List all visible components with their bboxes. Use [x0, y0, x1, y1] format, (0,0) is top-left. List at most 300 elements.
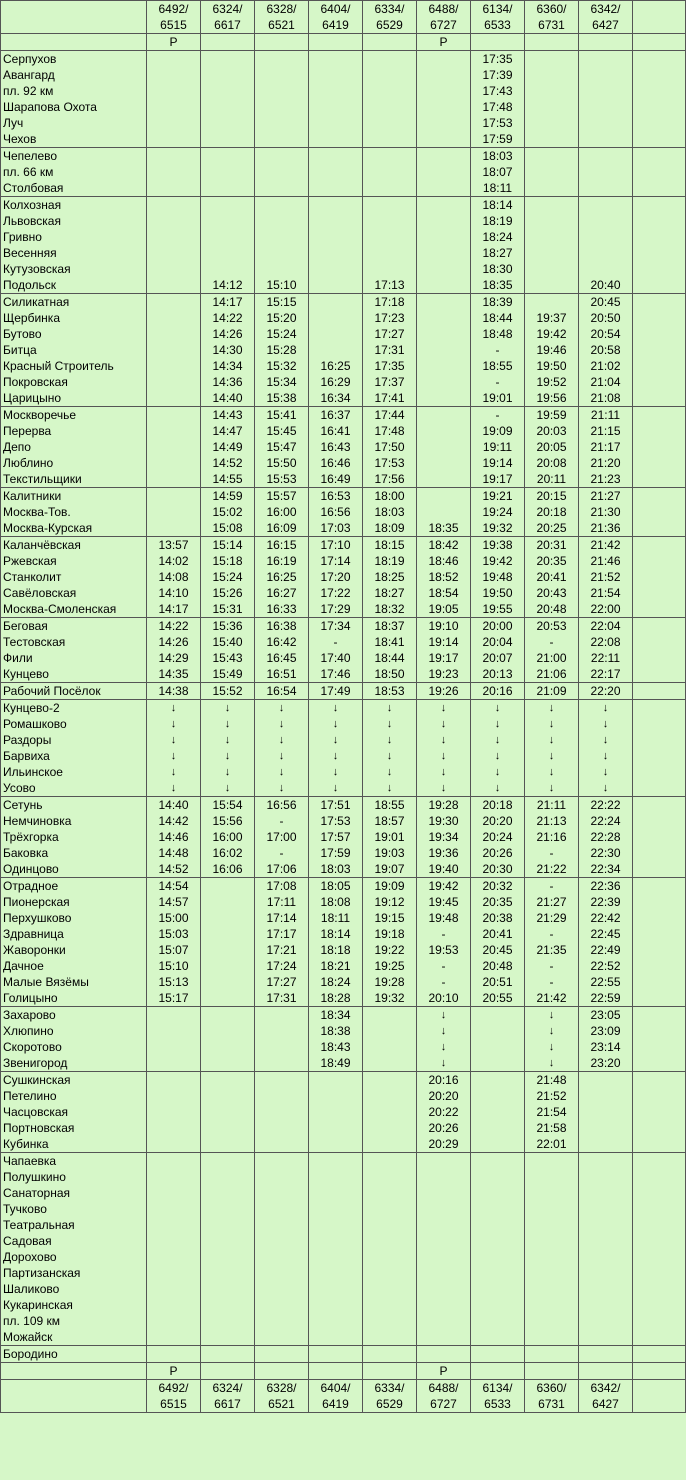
- departure-time: [255, 1313, 309, 1329]
- train-number-part-2: 6515: [147, 17, 201, 34]
- departure-time: [147, 1104, 201, 1120]
- departure-time: [363, 1313, 417, 1329]
- departure-time: 19:38: [471, 537, 525, 554]
- departure-time: 19:30: [417, 813, 471, 829]
- departure-time: -: [525, 878, 579, 895]
- departure-time: 21:58: [525, 1120, 579, 1136]
- departure-time: [579, 1201, 633, 1217]
- table-row: [1, 1201, 686, 1217]
- departure-time: 16:25: [309, 358, 363, 374]
- departure-time: 19:37: [525, 310, 579, 326]
- departure-time: 22:11: [579, 650, 633, 666]
- departure-time: 15:47: [255, 439, 309, 455]
- empty-column-cell: [633, 455, 686, 471]
- departure-time: [417, 1201, 471, 1217]
- departure-time: [363, 1007, 417, 1024]
- departure-time: [255, 1329, 309, 1346]
- departure-time: 20:24: [471, 829, 525, 845]
- departure-time: 17:49: [309, 683, 363, 700]
- departure-time: [147, 277, 201, 294]
- departure-time: 16:25: [255, 569, 309, 585]
- departure-time: [309, 261, 363, 277]
- table-row: [1, 878, 686, 895]
- departure-time: 20:51: [471, 974, 525, 990]
- empty-column-cell: [633, 878, 686, 895]
- departure-time: [201, 131, 255, 148]
- empty-column-cell: [633, 245, 686, 261]
- departure-time: [201, 180, 255, 197]
- station-name: пл. 66 км: [1, 164, 147, 180]
- table-row: [1, 148, 686, 165]
- table-row: [1, 83, 686, 99]
- departure-time: 16:43: [309, 439, 363, 455]
- departure-time: 16:34: [309, 390, 363, 407]
- departure-time: 17:14: [255, 910, 309, 926]
- train-number-part-1: 6324/: [201, 1380, 255, 1397]
- departure-time: [255, 51, 309, 68]
- station-name: Жаворонки: [1, 942, 147, 958]
- table-row: [1, 732, 686, 748]
- departure-time: 19:03: [363, 845, 417, 861]
- departure-time: 18:27: [363, 585, 417, 601]
- departure-time: [309, 1169, 363, 1185]
- departure-time: [255, 1249, 309, 1265]
- departure-time: [147, 326, 201, 342]
- departure-time: 17:37: [363, 374, 417, 390]
- departure-time: ↓: [255, 748, 309, 764]
- empty-column-cell: [633, 131, 686, 148]
- train-mark: [525, 34, 579, 51]
- departure-time: ↓: [579, 700, 633, 717]
- departure-time: 16:38: [255, 618, 309, 635]
- departure-time: [309, 1136, 363, 1153]
- departure-time: [147, 148, 201, 165]
- departure-time: 22:17: [579, 666, 633, 683]
- train-number-part-1: 6328/: [255, 1, 309, 18]
- empty-column-cell: [633, 1313, 686, 1329]
- departure-time: -: [471, 407, 525, 424]
- departure-time: 19:12: [363, 894, 417, 910]
- departure-time: ↓: [525, 716, 579, 732]
- table-row: [1, 423, 686, 439]
- empty-column-cell: [633, 504, 686, 520]
- departure-time: [417, 229, 471, 245]
- train-mark: [309, 34, 363, 51]
- departure-time: [525, 1233, 579, 1249]
- departure-time: 16:37: [309, 407, 363, 424]
- departure-time: 20:45: [579, 294, 633, 311]
- departure-time: 19:48: [417, 910, 471, 926]
- table-row: [1, 537, 686, 554]
- departure-time: [147, 294, 201, 311]
- station-name: Одинцово: [1, 861, 147, 878]
- train-mark: [579, 1363, 633, 1380]
- departure-time: 19:11: [471, 439, 525, 455]
- departure-time: [309, 277, 363, 294]
- empty-column-cell: [633, 1297, 686, 1313]
- departure-time: [363, 229, 417, 245]
- departure-time: [471, 1346, 525, 1363]
- departure-time: 22:04: [579, 618, 633, 635]
- departure-time: ↓: [147, 780, 201, 797]
- table-row: [1, 407, 686, 424]
- departure-time: [201, 1233, 255, 1249]
- departure-time: [201, 1201, 255, 1217]
- empty-column-cell: [633, 180, 686, 197]
- top-train-row-1: [1, 1, 686, 18]
- departure-time: 18:24: [309, 974, 363, 990]
- departure-time: [147, 1072, 201, 1089]
- departure-time: [417, 1313, 471, 1329]
- departure-time: 18:35: [417, 520, 471, 537]
- departure-time: 17:13: [363, 277, 417, 294]
- station-name: Дорохово: [1, 1249, 147, 1265]
- station-name: пл. 109 км: [1, 1313, 147, 1329]
- table-row: [1, 342, 686, 358]
- departure-time: 18:28: [309, 990, 363, 1007]
- empty-column-cell: [633, 1169, 686, 1185]
- departure-time: [363, 1169, 417, 1185]
- departure-time: ↓: [525, 1007, 579, 1024]
- table-row: [1, 974, 686, 990]
- empty-column-cell: [633, 1, 686, 18]
- departure-time: 19:52: [525, 374, 579, 390]
- departure-time: [525, 1265, 579, 1281]
- departure-time: 15:02: [201, 504, 255, 520]
- station-name: Беговая: [1, 618, 147, 635]
- departure-time: 18:49: [309, 1055, 363, 1072]
- departure-time: 22:08: [579, 634, 633, 650]
- departure-time: [147, 131, 201, 148]
- station-name: Столбовая: [1, 180, 147, 197]
- departure-time: [363, 131, 417, 148]
- departure-time: 17:17: [255, 926, 309, 942]
- station-name: Кунцево-2: [1, 700, 147, 717]
- departure-time: [201, 229, 255, 245]
- station-name: Здравница: [1, 926, 147, 942]
- train-number-part-1: 6492/: [147, 1, 201, 18]
- station-name: Баковка: [1, 845, 147, 861]
- departure-time: 22:30: [579, 845, 633, 861]
- departure-time: 18:14: [309, 926, 363, 942]
- departure-time: [579, 180, 633, 197]
- departure-time: 15:52: [201, 683, 255, 700]
- departure-time: [579, 148, 633, 165]
- departure-time: 18:43: [309, 1039, 363, 1055]
- departure-time: [147, 1185, 201, 1201]
- empty-column-cell: [633, 797, 686, 814]
- departure-time: [147, 455, 201, 471]
- empty-column-cell: [633, 34, 686, 51]
- departure-time: [579, 1265, 633, 1281]
- departure-time: 17:35: [363, 358, 417, 374]
- departure-time: 15:15: [255, 294, 309, 311]
- departure-time: [417, 326, 471, 342]
- empty-column-cell: [633, 683, 686, 700]
- departure-time: [363, 67, 417, 83]
- departure-time: [255, 1023, 309, 1039]
- departure-time: 14:57: [147, 894, 201, 910]
- train-mark: [579, 34, 633, 51]
- table-row: [1, 277, 686, 294]
- table-row: [1, 213, 686, 229]
- train-number-part-1: 6360/: [525, 1, 579, 18]
- departure-time: 18:50: [363, 666, 417, 683]
- departure-time: [525, 1297, 579, 1313]
- departure-time: 19:55: [471, 601, 525, 618]
- departure-time: [417, 245, 471, 261]
- table-row: [1, 1265, 686, 1281]
- departure-time: 13:57: [147, 537, 201, 554]
- departure-time: [363, 261, 417, 277]
- departure-time: [147, 245, 201, 261]
- departure-time: [309, 1217, 363, 1233]
- train-number-part-1: 6488/: [417, 1, 471, 18]
- train-mark: [363, 1363, 417, 1380]
- departure-time: 20:26: [417, 1120, 471, 1136]
- departure-time: [201, 1120, 255, 1136]
- departure-time: [201, 197, 255, 214]
- departure-time: [471, 1007, 525, 1024]
- departure-time: 19:34: [417, 829, 471, 845]
- departure-time: [201, 1153, 255, 1170]
- departure-time: 20:20: [471, 813, 525, 829]
- departure-time: [255, 1169, 309, 1185]
- departure-time: [417, 342, 471, 358]
- departure-time: 18:39: [471, 294, 525, 311]
- table-row: [1, 1023, 686, 1039]
- departure-time: ↓: [471, 748, 525, 764]
- departure-time: 14:54: [147, 878, 201, 895]
- departure-time: ↓: [309, 700, 363, 717]
- departure-time: 19:40: [417, 861, 471, 878]
- table-row: [1, 310, 686, 326]
- station-name: Битца: [1, 342, 147, 358]
- departure-time: [201, 1185, 255, 1201]
- station-name: Усово: [1, 780, 147, 797]
- station-name: Люблино: [1, 455, 147, 471]
- departure-time: ↓: [417, 780, 471, 797]
- departure-time: [525, 164, 579, 180]
- departure-time: 20:18: [525, 504, 579, 520]
- train-mark: Р: [147, 34, 201, 51]
- departure-time: [363, 164, 417, 180]
- station-name: Красный Строитель: [1, 358, 147, 374]
- departure-time: 20:40: [579, 277, 633, 294]
- departure-time: 19:10: [417, 618, 471, 635]
- departure-time: 21:54: [525, 1104, 579, 1120]
- table-row: [1, 390, 686, 407]
- departure-time: [525, 1329, 579, 1346]
- departure-time: 20:50: [579, 310, 633, 326]
- departure-time: [525, 1281, 579, 1297]
- departure-time: 16:51: [255, 666, 309, 683]
- departure-time: 18:27: [471, 245, 525, 261]
- table-row: [1, 958, 686, 974]
- departure-time: [363, 1088, 417, 1104]
- bottom-train-row-2: [1, 1396, 686, 1413]
- table-row: [1, 1055, 686, 1072]
- station-name: Чехов: [1, 131, 147, 148]
- departure-time: [417, 1217, 471, 1233]
- departure-time: 19:05: [417, 601, 471, 618]
- departure-time: 15:36: [201, 618, 255, 635]
- departure-time: [417, 1346, 471, 1363]
- departure-time: [255, 115, 309, 131]
- departure-time: 14:40: [201, 390, 255, 407]
- station-name: Чепелево: [1, 148, 147, 165]
- departure-time: [579, 51, 633, 68]
- departure-time: 14:55: [201, 471, 255, 488]
- departure-time: 19:24: [471, 504, 525, 520]
- departure-time: [417, 1169, 471, 1185]
- table-row: [1, 1313, 686, 1329]
- top-mark-row: [1, 34, 686, 51]
- departure-time: [201, 1039, 255, 1055]
- departure-time: 21:27: [525, 894, 579, 910]
- departure-time: [471, 1153, 525, 1170]
- departure-time: 18:52: [417, 569, 471, 585]
- departure-time: [579, 83, 633, 99]
- departure-time: 19:28: [417, 797, 471, 814]
- train-number-part-1: 6342/: [579, 1380, 633, 1397]
- departure-time: ↓: [201, 716, 255, 732]
- departure-time: [309, 1346, 363, 1363]
- departure-time: -: [417, 958, 471, 974]
- departure-time: [417, 1233, 471, 1249]
- departure-time: 21:08: [579, 390, 633, 407]
- departure-time: -: [525, 958, 579, 974]
- train-number-part-1: 6134/: [471, 1, 525, 18]
- empty-column-cell: [633, 1185, 686, 1201]
- departure-time: [471, 1104, 525, 1120]
- departure-time: [309, 326, 363, 342]
- departure-time: 16:06: [201, 861, 255, 878]
- departure-time: 16:53: [309, 488, 363, 505]
- departure-time: [255, 1346, 309, 1363]
- departure-time: 19:14: [417, 634, 471, 650]
- departure-time: 14:48: [147, 845, 201, 861]
- departure-time: ↓: [363, 732, 417, 748]
- empty-column-cell: [633, 83, 686, 99]
- departure-time: [417, 197, 471, 214]
- departure-time: 21:22: [525, 861, 579, 878]
- bottom-train-row-1: [1, 1380, 686, 1397]
- table-row: [1, 601, 686, 618]
- departure-time: [579, 1136, 633, 1153]
- departure-time: 19:50: [525, 358, 579, 374]
- corner-cell: [1, 17, 147, 34]
- station-name: Садовая: [1, 1233, 147, 1249]
- station-name: Силикатная: [1, 294, 147, 311]
- departure-time: [147, 1136, 201, 1153]
- station-name: Москворечье: [1, 407, 147, 424]
- departure-time: [309, 342, 363, 358]
- station-name: Москва-Курская: [1, 520, 147, 537]
- station-name: Серпухов: [1, 51, 147, 68]
- train-number-part-2: 6419: [309, 17, 363, 34]
- departure-time: [525, 245, 579, 261]
- train-mark: [201, 1363, 255, 1380]
- departure-time: 16:56: [309, 504, 363, 520]
- departure-time: ↓: [309, 716, 363, 732]
- departure-time: [201, 1007, 255, 1024]
- departure-time: 18:57: [363, 813, 417, 829]
- table-row: [1, 67, 686, 83]
- empty-column-cell: [633, 780, 686, 797]
- departure-time: [255, 229, 309, 245]
- departure-time: ↓: [525, 764, 579, 780]
- departure-time: [471, 1088, 525, 1104]
- departure-time: 18:19: [363, 553, 417, 569]
- departure-time: [309, 1072, 363, 1089]
- departure-time: [525, 131, 579, 148]
- empty-column-cell: [633, 326, 686, 342]
- station-name: Кунцево: [1, 666, 147, 683]
- departure-time: 16:19: [255, 553, 309, 569]
- departure-time: [147, 1039, 201, 1055]
- empty-column-cell: [633, 1072, 686, 1089]
- timetable-header-top: [1, 1, 686, 51]
- departure-time: [309, 310, 363, 326]
- departure-time: 14:49: [201, 439, 255, 455]
- station-name: Захарово: [1, 1007, 147, 1024]
- train-number-part-2: 6521: [255, 17, 309, 34]
- table-row: [1, 666, 686, 683]
- departure-time: 18:18: [309, 942, 363, 958]
- departure-time: ↓: [417, 748, 471, 764]
- departure-time: [525, 51, 579, 68]
- departure-time: 21:06: [525, 666, 579, 683]
- departure-time: ↓: [525, 748, 579, 764]
- station-name: Шарапова Охота: [1, 99, 147, 115]
- departure-time: 18:46: [417, 553, 471, 569]
- departure-time: [471, 1185, 525, 1201]
- departure-time: ↓: [363, 700, 417, 717]
- empty-column-cell: [633, 358, 686, 374]
- departure-time: [147, 358, 201, 374]
- departure-time: 14:35: [147, 666, 201, 683]
- departure-time: [579, 1072, 633, 1089]
- table-row: [1, 1281, 686, 1297]
- departure-time: [147, 1233, 201, 1249]
- departure-time: ↓: [579, 748, 633, 764]
- departure-time: [363, 1136, 417, 1153]
- departure-time: 20:20: [417, 1088, 471, 1104]
- departure-time: [147, 471, 201, 488]
- departure-time: [147, 51, 201, 68]
- station-name: Петелино: [1, 1088, 147, 1104]
- table-row: [1, 374, 686, 390]
- departure-time: [255, 180, 309, 197]
- departure-time: [471, 1297, 525, 1313]
- departure-time: [525, 1169, 579, 1185]
- departure-time: [147, 1249, 201, 1265]
- departure-time: 17:50: [363, 439, 417, 455]
- table-row: [1, 1104, 686, 1120]
- departure-time: [201, 148, 255, 165]
- station-name: Ржевская: [1, 553, 147, 569]
- departure-time: [201, 51, 255, 68]
- departure-time: 18:09: [363, 520, 417, 537]
- departure-time: 14:43: [201, 407, 255, 424]
- departure-time: 20:43: [525, 585, 579, 601]
- table-row: [1, 618, 686, 635]
- departure-time: [417, 51, 471, 68]
- departure-time: 18:11: [471, 180, 525, 197]
- departure-time: [309, 1233, 363, 1249]
- departure-time: [363, 99, 417, 115]
